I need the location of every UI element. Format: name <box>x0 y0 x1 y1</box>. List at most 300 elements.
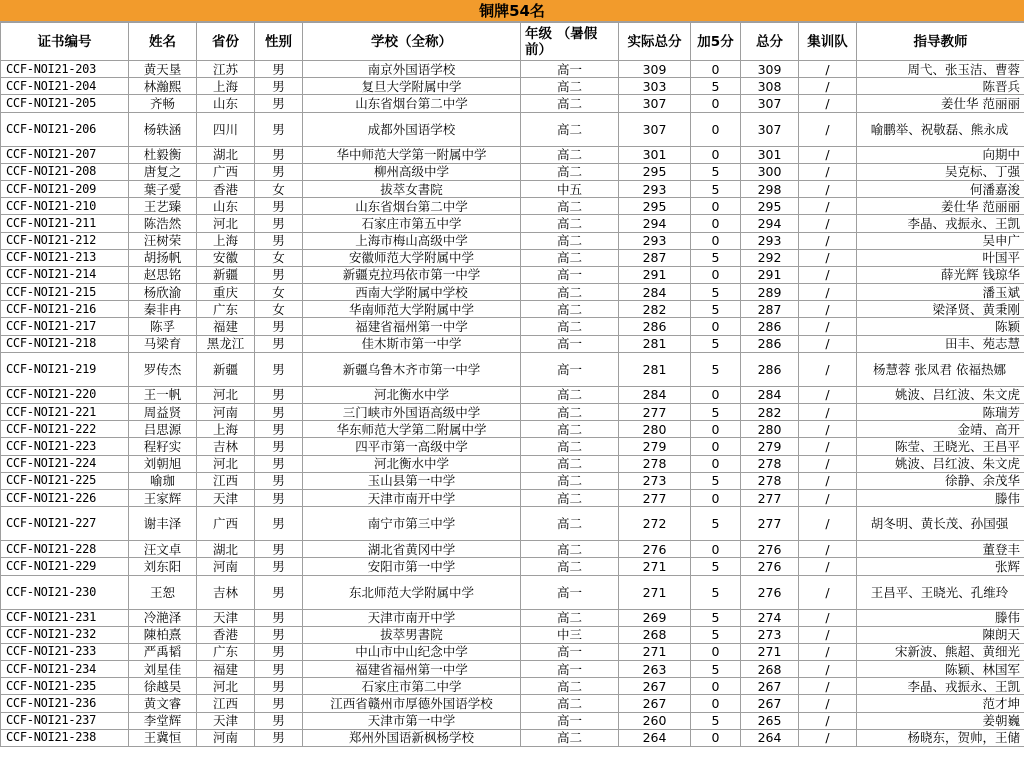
cell-grade: 高一 <box>521 352 619 386</box>
cell-cert-id: CCF-NOI21-213 <box>1 249 129 266</box>
cell-total: 273 <box>741 626 799 643</box>
cell-training-team: / <box>799 609 857 626</box>
cell-province: 新疆 <box>197 352 255 386</box>
cell-actual-score: 293 <box>619 232 691 249</box>
cell-actual-score: 276 <box>619 541 691 558</box>
table-row <box>1 489 1024 506</box>
cell-total: 298 <box>741 180 799 197</box>
header-grade: 年级 （暑假前） <box>521 23 619 61</box>
cell-bonus: 5 <box>691 180 741 197</box>
cell-province: 上海 <box>197 232 255 249</box>
cell-bonus: 5 <box>691 301 741 318</box>
cell-name: 秦非冉 <box>129 301 197 318</box>
cell-name: 王家辉 <box>129 489 197 506</box>
cell-total: 267 <box>741 695 799 712</box>
cell-cert-id: CCF-NOI21-235 <box>1 678 129 695</box>
cell-actual-score: 295 <box>619 163 691 180</box>
cell-teachers: 何潘嘉浚 <box>857 180 1024 197</box>
cell-province: 天津 <box>197 712 255 729</box>
cell-province: 四川 <box>197 112 255 146</box>
cell-bonus: 0 <box>691 146 741 163</box>
cell-training-team: / <box>799 198 857 215</box>
cell-grade: 高二 <box>521 404 619 421</box>
cell-school: 拔萃男書院 <box>303 626 521 643</box>
table-row <box>1 729 1024 746</box>
cell-gender: 女 <box>255 284 303 301</box>
cell-gender: 男 <box>255 386 303 403</box>
cell-actual-score: 307 <box>619 112 691 146</box>
cell-school: 柳州高级中学 <box>303 163 521 180</box>
cell-cert-id: CCF-NOI21-233 <box>1 643 129 660</box>
cell-gender: 男 <box>255 404 303 421</box>
cell-training-team: / <box>799 712 857 729</box>
cell-cert-id: CCF-NOI21-228 <box>1 541 129 558</box>
cell-bonus: 0 <box>691 729 741 746</box>
cell-bonus: 0 <box>691 215 741 232</box>
cell-gender: 男 <box>255 61 303 78</box>
cell-teachers: 向期中 <box>857 146 1024 163</box>
header-province: 省份 <box>197 23 255 61</box>
cell-training-team: / <box>799 284 857 301</box>
cell-name: 谢丰泽 <box>129 507 197 541</box>
cell-cert-id: CCF-NOI21-218 <box>1 335 129 352</box>
cell-province: 湖北 <box>197 541 255 558</box>
cell-teachers: 姚波、吕红波、朱文虎 <box>857 455 1024 472</box>
cell-name: 杜毅衡 <box>129 146 197 163</box>
cell-grade: 高二 <box>521 146 619 163</box>
cell-training-team: / <box>799 472 857 489</box>
cell-school: 复旦大学附属中学 <box>303 78 521 95</box>
cell-bonus: 0 <box>691 61 741 78</box>
cell-gender: 男 <box>255 78 303 95</box>
cell-teachers: 姜朝巍 <box>857 712 1024 729</box>
cell-total: 286 <box>741 352 799 386</box>
cell-teachers: 薛光辉 钱琼华 <box>857 266 1024 283</box>
cell-total: 301 <box>741 146 799 163</box>
cell-school: 拔萃女書院 <box>303 180 521 197</box>
cell-name: 陈孚 <box>129 318 197 335</box>
cell-gender: 男 <box>255 609 303 626</box>
cell-bonus: 5 <box>691 626 741 643</box>
cell-training-team: / <box>799 249 857 266</box>
table-row <box>1 249 1024 266</box>
cell-school: 华东师范大学第二附属中学 <box>303 421 521 438</box>
cell-gender: 男 <box>255 695 303 712</box>
cell-name: 周益贤 <box>129 404 197 421</box>
cell-actual-score: 272 <box>619 507 691 541</box>
cell-name: 徐越昊 <box>129 678 197 695</box>
cell-bonus: 0 <box>691 112 741 146</box>
cell-actual-score: 277 <box>619 404 691 421</box>
cell-province: 山东 <box>197 95 255 112</box>
cell-bonus: 0 <box>691 386 741 403</box>
cell-gender: 男 <box>255 712 303 729</box>
cell-training-team: / <box>799 404 857 421</box>
cell-training-team: / <box>799 507 857 541</box>
table-row <box>1 558 1024 575</box>
cell-school: 新疆克拉玛依市第一中学 <box>303 266 521 283</box>
cell-grade: 高二 <box>521 163 619 180</box>
table-row <box>1 455 1024 472</box>
cell-gender: 男 <box>255 266 303 283</box>
cell-bonus: 5 <box>691 335 741 352</box>
cell-actual-score: 271 <box>619 575 691 609</box>
header-school: 学校（全称） <box>303 23 521 61</box>
cell-grade: 高二 <box>521 472 619 489</box>
cell-actual-score: 307 <box>619 95 691 112</box>
cell-actual-score: 301 <box>619 146 691 163</box>
cell-school: 东北师范大学附属中学 <box>303 575 521 609</box>
cell-grade: 高二 <box>521 232 619 249</box>
cell-school: 玉山县第一中学 <box>303 472 521 489</box>
cell-cert-id: CCF-NOI21-237 <box>1 712 129 729</box>
table-row <box>1 507 1024 541</box>
cell-gender: 男 <box>255 678 303 695</box>
cell-grade: 高二 <box>521 489 619 506</box>
cell-training-team: / <box>799 95 857 112</box>
cell-total: 276 <box>741 541 799 558</box>
cell-training-team: / <box>799 386 857 403</box>
cell-cert-id: CCF-NOI21-217 <box>1 318 129 335</box>
cell-grade: 高一 <box>521 643 619 660</box>
cell-cert-id: CCF-NOI21-219 <box>1 352 129 386</box>
cell-actual-score: 268 <box>619 626 691 643</box>
cell-total: 268 <box>741 661 799 678</box>
table-row <box>1 266 1024 283</box>
cell-name: 杨欣渝 <box>129 284 197 301</box>
table-row <box>1 61 1024 78</box>
table-row <box>1 643 1024 660</box>
cell-total: 308 <box>741 78 799 95</box>
cell-actual-score: 284 <box>619 386 691 403</box>
cell-cert-id: CCF-NOI21-215 <box>1 284 129 301</box>
cell-cert-id: CCF-NOI21-225 <box>1 472 129 489</box>
cell-cert-id: CCF-NOI21-216 <box>1 301 129 318</box>
cell-cert-id: CCF-NOI21-224 <box>1 455 129 472</box>
cell-training-team: / <box>799 232 857 249</box>
cell-province: 广西 <box>197 163 255 180</box>
cell-grade: 高二 <box>521 541 619 558</box>
cell-actual-score: 273 <box>619 472 691 489</box>
cell-cert-id: CCF-NOI21-221 <box>1 404 129 421</box>
cell-cert-id: CCF-NOI21-230 <box>1 575 129 609</box>
table-row <box>1 421 1024 438</box>
table-row <box>1 626 1024 643</box>
cell-total: 267 <box>741 678 799 695</box>
cell-grade: 高一 <box>521 661 619 678</box>
cell-cert-id: CCF-NOI21-211 <box>1 215 129 232</box>
table-row <box>1 318 1024 335</box>
table-row <box>1 404 1024 421</box>
cell-province: 河北 <box>197 215 255 232</box>
cell-bonus: 5 <box>691 352 741 386</box>
cell-actual-score: 295 <box>619 198 691 215</box>
cell-total: 307 <box>741 95 799 112</box>
header-cert-id: 证书编号 <box>1 23 129 61</box>
cell-school: 河北衡水中学 <box>303 386 521 403</box>
cell-name: 齐畅 <box>129 95 197 112</box>
cell-grade: 高二 <box>521 318 619 335</box>
cell-teachers: 梁泽贤、黄秉刚 <box>857 301 1024 318</box>
cell-bonus: 0 <box>691 266 741 283</box>
table-row <box>1 352 1024 386</box>
cell-actual-score: 277 <box>619 489 691 506</box>
cell-grade: 高二 <box>521 112 619 146</box>
table-row <box>1 112 1024 146</box>
cell-actual-score: 294 <box>619 215 691 232</box>
cell-total: 286 <box>741 335 799 352</box>
cell-training-team: / <box>799 301 857 318</box>
cell-total: 271 <box>741 643 799 660</box>
cell-gender: 男 <box>255 335 303 352</box>
cell-name: 程籽实 <box>129 438 197 455</box>
cell-grade: 高二 <box>521 558 619 575</box>
cell-bonus: 0 <box>691 695 741 712</box>
cell-training-team: / <box>799 643 857 660</box>
cell-actual-score: 309 <box>619 61 691 78</box>
cell-province: 河北 <box>197 678 255 695</box>
cell-actual-score: 293 <box>619 180 691 197</box>
cell-grade: 高二 <box>521 695 619 712</box>
cell-school: 佳木斯市第一中学 <box>303 335 521 352</box>
cell-province: 福建 <box>197 318 255 335</box>
cell-teachers: 陈颖、林国军 <box>857 661 1024 678</box>
header-gender: 性别 <box>255 23 303 61</box>
header-actual-score: 实际总分 <box>619 23 691 61</box>
cell-total: 276 <box>741 575 799 609</box>
table-row <box>1 472 1024 489</box>
cell-actual-score: 291 <box>619 266 691 283</box>
cell-grade: 高一 <box>521 575 619 609</box>
cell-name: 李堂辉 <box>129 712 197 729</box>
cell-grade: 高二 <box>521 249 619 266</box>
cell-teachers: 杨慧蓉 张凤君 依福热娜 <box>857 352 1024 386</box>
cell-name: 刘东阳 <box>129 558 197 575</box>
cell-name: 唐复之 <box>129 163 197 180</box>
table-row <box>1 146 1024 163</box>
cell-province: 广东 <box>197 301 255 318</box>
cell-name: 吕思源 <box>129 421 197 438</box>
cell-training-team: / <box>799 266 857 283</box>
cell-name: 陈浩然 <box>129 215 197 232</box>
cell-name: 马梁育 <box>129 335 197 352</box>
cell-cert-id: CCF-NOI21-209 <box>1 180 129 197</box>
cell-province: 山东 <box>197 198 255 215</box>
cell-teachers: 王昌平、王晓光、孔维玲 <box>857 575 1024 609</box>
cell-teachers: 姜仕华 范丽丽 <box>857 198 1024 215</box>
cell-bonus: 0 <box>691 541 741 558</box>
cell-training-team: / <box>799 661 857 678</box>
table-row <box>1 678 1024 695</box>
cell-teachers: 陈莹、王晓光、王昌平 <box>857 438 1024 455</box>
cell-name: 汪树荣 <box>129 232 197 249</box>
cell-total: 287 <box>741 301 799 318</box>
cell-cert-id: CCF-NOI21-231 <box>1 609 129 626</box>
table-row <box>1 78 1024 95</box>
cell-training-team: / <box>799 626 857 643</box>
cell-bonus: 0 <box>691 95 741 112</box>
cell-grade: 高二 <box>521 455 619 472</box>
cell-actual-score: 267 <box>619 678 691 695</box>
cell-grade: 高二 <box>521 386 619 403</box>
cell-name: 刘星佳 <box>129 661 197 678</box>
cell-cert-id: CCF-NOI21-236 <box>1 695 129 712</box>
cell-bonus: 5 <box>691 507 741 541</box>
cell-cert-id: CCF-NOI21-229 <box>1 558 129 575</box>
cell-teachers: 宋新波、熊超、黄细光 <box>857 643 1024 660</box>
cell-school: 三门峡市外国语高级中学 <box>303 404 521 421</box>
cell-school: 新疆乌鲁木齐市第一中学 <box>303 352 521 386</box>
cell-grade: 高一 <box>521 712 619 729</box>
cell-province: 新疆 <box>197 266 255 283</box>
cell-total: 295 <box>741 198 799 215</box>
header-total: 总分 <box>741 23 799 61</box>
cell-school: 山东省烟台第二中学 <box>303 198 521 215</box>
cell-training-team: / <box>799 438 857 455</box>
cell-name: 赵思铭 <box>129 266 197 283</box>
cell-school: 西南大学附属中学校 <box>303 284 521 301</box>
cell-province: 河南 <box>197 729 255 746</box>
cell-school: 福建省福州第一中学 <box>303 318 521 335</box>
cell-grade: 高二 <box>521 421 619 438</box>
cell-school: 安阳市第一中学 <box>303 558 521 575</box>
cell-bonus: 5 <box>691 609 741 626</box>
cell-training-team: / <box>799 729 857 746</box>
cell-school: 石家庄市第五中学 <box>303 215 521 232</box>
cell-grade: 高二 <box>521 678 619 695</box>
cell-actual-score: 280 <box>619 421 691 438</box>
cell-gender: 男 <box>255 421 303 438</box>
cell-teachers: 姚波、吕红波、朱文虎 <box>857 386 1024 403</box>
cell-training-team: / <box>799 78 857 95</box>
cell-bonus: 0 <box>691 678 741 695</box>
cell-cert-id: CCF-NOI21-206 <box>1 112 129 146</box>
cell-actual-score: 271 <box>619 643 691 660</box>
cell-grade: 高二 <box>521 95 619 112</box>
cell-cert-id: CCF-NOI21-214 <box>1 266 129 283</box>
cell-province: 重庆 <box>197 284 255 301</box>
cell-name: 刘朝旭 <box>129 455 197 472</box>
cell-teachers: 陈颖 <box>857 318 1024 335</box>
cell-teachers: 李晶、戎振永、王凯 <box>857 678 1024 695</box>
cell-school: 江西省赣州市厚德外国语学校 <box>303 695 521 712</box>
cell-gender: 男 <box>255 729 303 746</box>
cell-bonus: 5 <box>691 712 741 729</box>
cell-grade: 高二 <box>521 729 619 746</box>
cell-teachers: 张辉 <box>857 558 1024 575</box>
cell-teachers: 姜仕华 范丽丽 <box>857 95 1024 112</box>
cell-gender: 男 <box>255 626 303 643</box>
cell-grade: 高二 <box>521 78 619 95</box>
cell-total: 307 <box>741 112 799 146</box>
cell-actual-score: 269 <box>619 609 691 626</box>
cell-training-team: / <box>799 180 857 197</box>
table-row <box>1 198 1024 215</box>
cell-total: 277 <box>741 507 799 541</box>
cell-school: 南宁市第三中学 <box>303 507 521 541</box>
cell-cert-id: CCF-NOI21-234 <box>1 661 129 678</box>
cell-province: 湖北 <box>197 146 255 163</box>
header-teachers: 指导教师 <box>857 23 1024 61</box>
cell-name: 陳柏熹 <box>129 626 197 643</box>
cell-name: 王恕 <box>129 575 197 609</box>
cell-training-team: / <box>799 421 857 438</box>
cell-teachers: 陈瑞芳 <box>857 404 1024 421</box>
cell-cert-id: CCF-NOI21-232 <box>1 626 129 643</box>
cell-school: 南京外国语学校 <box>303 61 521 78</box>
cell-training-team: / <box>799 61 857 78</box>
cell-teachers: 滕伟 <box>857 489 1024 506</box>
cell-bonus: 5 <box>691 284 741 301</box>
cell-name: 黄天垦 <box>129 61 197 78</box>
cell-total: 279 <box>741 438 799 455</box>
cell-name: 喻珈 <box>129 472 197 489</box>
cell-total: 289 <box>741 284 799 301</box>
cell-name: 王一帆 <box>129 386 197 403</box>
cell-total: 291 <box>741 266 799 283</box>
cell-bonus: 5 <box>691 558 741 575</box>
cell-cert-id: CCF-NOI21-238 <box>1 729 129 746</box>
cell-actual-score: 278 <box>619 455 691 472</box>
cell-gender: 女 <box>255 180 303 197</box>
cell-teachers: 董登丰 <box>857 541 1024 558</box>
table-row <box>1 661 1024 678</box>
header-row <box>1 23 1024 61</box>
cell-actual-score: 287 <box>619 249 691 266</box>
cell-province: 黑龙江 <box>197 335 255 352</box>
cell-bonus: 5 <box>691 661 741 678</box>
cell-training-team: / <box>799 541 857 558</box>
cell-total: 265 <box>741 712 799 729</box>
cell-school: 中山市中山纪念中学 <box>303 643 521 660</box>
cell-gender: 男 <box>255 198 303 215</box>
cell-teachers: 陈晋兵 <box>857 78 1024 95</box>
table-row <box>1 541 1024 558</box>
cell-actual-score: 284 <box>619 284 691 301</box>
cell-gender: 男 <box>255 489 303 506</box>
cell-actual-score: 286 <box>619 318 691 335</box>
cell-gender: 男 <box>255 455 303 472</box>
cell-school: 安徽师范大学附属中学 <box>303 249 521 266</box>
cell-school: 郑州外国语新枫杨学校 <box>303 729 521 746</box>
cell-province: 天津 <box>197 609 255 626</box>
cell-school: 天津市第一中学 <box>303 712 521 729</box>
table-row <box>1 95 1024 112</box>
cell-bonus: 5 <box>691 472 741 489</box>
cell-teachers: 李晶、戎振永、王凯 <box>857 215 1024 232</box>
cell-school: 河北衡水中学 <box>303 455 521 472</box>
cell-actual-score: 281 <box>619 335 691 352</box>
cell-total: 264 <box>741 729 799 746</box>
cell-total: 274 <box>741 609 799 626</box>
cell-province: 天津 <box>197 489 255 506</box>
cell-training-team: / <box>799 489 857 506</box>
cell-name: 胡扬帆 <box>129 249 197 266</box>
cell-province: 广东 <box>197 643 255 660</box>
cell-province: 河南 <box>197 404 255 421</box>
cell-total: 309 <box>741 61 799 78</box>
cell-training-team: / <box>799 163 857 180</box>
cell-gender: 男 <box>255 163 303 180</box>
cell-school: 湖北省黄冈中学 <box>303 541 521 558</box>
cell-teachers: 吴克标、丁强 <box>857 163 1024 180</box>
cell-province: 江苏 <box>197 61 255 78</box>
cell-bonus: 0 <box>691 198 741 215</box>
table-row <box>1 284 1024 301</box>
cell-total: 278 <box>741 472 799 489</box>
cell-teachers: 陳朗天 <box>857 626 1024 643</box>
cell-cert-id: CCF-NOI21-222 <box>1 421 129 438</box>
